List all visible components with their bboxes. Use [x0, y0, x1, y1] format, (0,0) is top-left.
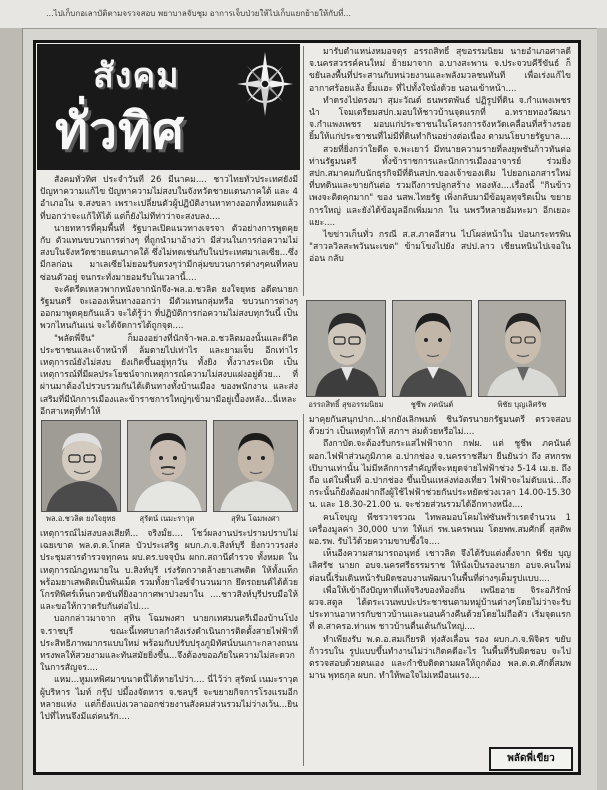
column-divider [303, 414, 304, 766]
portrait-photo [392, 300, 472, 397]
left-column-top [40, 174, 298, 416]
paragraph: มารับตำแหน่งหมอจตุร อรรถสิทธิ์ สุขอรรมนิยม นายอำเภอศาลดี จ.นครสวรรค์คนใหม่ ย้ายมาจาก อ.บางสะพาน จ.ประจวบคีรีขันธ์ ก็ขยันลงพื้นที่ประสานกับหน่วยงานและพลังมวลชนทันที เพื่อเร่งแก้ไขอากาศร้อยแล้ง ยิ้มแฮะ ที่ไปทั้งใจนั่งด้วย นอนเข้าหน้า.... [309, 47, 571, 94]
portrait-photo [127, 420, 207, 512]
paragraph: "พลัดพี่จีน" ก็มองอย่างที่นักจ้า-พล.อ.ชวลิตมองนั้นและดีวิตประชาชนและเจ้าหน้าที่ ล้มตายไปเท่าไร และยามเจ็บ อีกเท่าไร เหตุการณ์ยังไม่สงบ ยังเกิดขึ้นอยู่ทุกวัน ทั้งยิง ทั้งวางระเบิด เป็นเหตุการณ์ที่มีผลประโยชน์จากเหตุการณ์ความไม่สงบแฝงอยู่ด้วย... ที่ผ่านมาต้องไปรวบรวมกันได้เดินทางทั้งบ้านเมือง ของพนักงาน และส่งเสริมที่มีนักการเมืองและข้าราชการใหญ่ๆเข้ามามีอยู่เบื้องหลัง...นี่เหละอีกสาเหตุที่ทำให้ [40, 333, 298, 416]
portrait-photo [306, 300, 386, 397]
paragraph: สังคมทั่วทิศ ประจำวันที่ 26 มีนาคม.... ชาวไทยทั่วประเทศยังมีปัญหาความแก้ไข ปัญหาความไม่สงบในจังหวัดชายแดนภาคใต้ และ 4 อำเภอใน จ.สงขลา เพราะเปลี่ยนตัวผู้ปฏิบัติงานหาทางออกทั้งหมดแล้วที่บอกว่าจะแก้ให้ได้ แต่ก็ยังไม่ทีท่าว่าจะสงบลง.... [40, 175, 298, 222]
person-portrait-icon [479, 301, 566, 397]
masthead-title-line1: สังคม [93, 56, 180, 96]
paragraph: ทำดรงไปตรงมา สุมะวัณด์ ธนพรตพันธ์ ปฏิรูปที่ดิน จ.กำแพงเพชร นำ โจมเตรียมสปก.มอบให้ชาวบ้านจุดแรกที่ อ.ทรายทองวัฒนา จ.กำแพงเพชร มอบแก่ประชาชนในโครงการจังหวัดเคลื่อนที่สร้างรอยยิ้มให้แก่ประชาชนที่ไม่มีที่ดินทำกินอย่างต่อเนื่อง ตามนโยบายรัฐบาล.... [309, 95, 571, 143]
paragraph: ไขข่าวเก็นทั่ว กรณี ส.ส.ภาคอีสาน ไปโผล่หน้าใน ป่อนกระทรพิน "สาวลวิลสะพวันนะเขต" ข้ามโขงไปยัง สปป.ลาว เชียนหนินไปเจอในอ่อน กลับ [309, 230, 571, 265]
person-portrait-icon [307, 301, 386, 397]
paragraph: มาคุยกันสนุกปาก...ฝากยังเลิกพมพ์ ชินวัตรนายกรัฐมนตรี ตรวจสอบด้วยว่า เป็นเหตุทำให้ สภาฯ ล่มด้วยหรือไม่.... [309, 415, 571, 438]
photo-caption: สุรัตน์ เนมะราวุต [139, 514, 195, 523]
right-column-top [309, 46, 571, 298]
photo-caption: พิชัย บุญเลิศรัช [497, 400, 547, 409]
page-binding [0, 28, 23, 790]
running-header [0, 0, 607, 29]
paragraph: จะคัดรีดเหลวพากหนังจากนักจึง-พล.อ.ชวลิต ยงใจยุทธ อดีตนายกรัฐมนตรี จะเอองเห็นทางออกว่า มีตัวแทนกลุ่มหรือ ขบวนการต่างๆ ออกมาพูดคุยกันแล้ว จะได้รู้ว่า ที่ปฏิบัติการก่อความไม่สงบทุกวันนี้ เป็นพวกไหนกันแน่ จะได้จัดการได้ถูกจุด.... [40, 284, 298, 332]
left-column-bottom [40, 528, 298, 760]
photo-caption: พล.อ.ชวลิต ยงใจยุทธ [46, 514, 116, 523]
right-column-bottom [309, 414, 571, 742]
photo-caption: อรรถสิทธิ์ สุขอรรมนิยม [308, 400, 384, 409]
photo-caption: ชูชีพ ภคนันต์ [410, 400, 454, 409]
paragraph: เห็นอีงความสามารถอนุทธ์ เชาวลิต จึงได้รับแต่งตั้งจาก พิชัย บุญเลิศรัช นายก อบจ.นครศรีธรรมราช ให้นั่งเป็นรองนายก อบจ.คนใหม่ ต่อนนี้เริ่มเดินหน้ารับผิดชอบงานพัฒนาในพื้นที่ต่างๆเต็มรูปแบบ.... [309, 549, 571, 584]
paragraph: เพื่อให้เข้าถึงปัญหาที่แท้จริงของท้องถิ่น เพนียอาย จิระอภิรักษ์ ผวจ.สตูล ได้ตระเวนพบปะประชาชนตามหมู่บ้านต่างๆโดยไม่ว่าจะรับประทานอาหารกับชาวบ้านและนอนค้างคืนด้วยโดยไม่ถือตัว เริ่มจุดแรกที่ ต.สาครอ.ท่าแพ ชาวบ้านตื่นเต้นกันใหญ่.... [309, 585, 571, 633]
person-portrait-icon [393, 301, 472, 397]
masthead-title-line2: ทั่วทิศ [55, 101, 185, 160]
photo-caption: สุทิน โฉมพงศา [231, 514, 280, 523]
author-signature: พลัดพี่เขียว [489, 747, 573, 771]
paragraph: นายทหารที่คุมพื้นที่ รัฐบาลเปิดแนวทางเจรจา ตัวอย่างการพูดคุยกับ ตัวแทนขบวนการต่างๆ ที่ถูกนำมาอ้างว่า มีส่วนในการก่อความไม่สงบในจังหวัดชายแดนภาคใต้ ซึ่งไม่ทดเช่นกับในประเทศมาเลเซีย...ซึ่งมีกลก่อน มาเลเซียไม่ยอมรับตรงๆว่ามีกลุ่มขบวนการต่างๆคนที่หลบซ่อนตัวอยู่ จนกระทั่งมายอมรับในเวลานี้.... [40, 223, 298, 283]
paragraph: คนโจบุญ พีชรวาจรวณ ไทพลมอบโคมไฟซันพร้าเรดจำนวน 1 เครื่องมูลค่า 30,000 บาท ให้แก่ รพ.นครพนม โดยพพ.สมศักดิ์ สุสติพ ผอ.รพ. รับไว้ด้วยความขาบซึ้งใจ.... [309, 512, 571, 548]
person-portrait-icon [214, 421, 298, 512]
paragraph: เหตุการณ์ไม่สงบลงเสียที... จริงมั้ย.... โชว์ผลงานประปรามปราบไม่ เฉยเขาต พล.ต.ต.โกศล บัวประเสริฐ ผบก.ภ.จ.สิงห์บุรี ยิ่งกวาวรงส่งประชุมสารตำรวจทุกคน ผบ.ตร.บจจุบัน ผกก.สถานีตำรวจ ทั้งหมด ในเหตุการณ์กฎหมายใน บ.สิงห์บุรี เร่งรัดกวาดล้างยาเสพติด ให้ทั้งแท็ก พร้อมยาเสพติดเป็นพันเม็ด รวมทั้งยาไอซ์จำนวนมาก ยึดรถยนต์ได้ด้วย โกรทิพิศร์เห็นกวดขันที่ยิงอากาศพาปวงมาใน ....ชาวสิงห์บุรีปรบมือให้ และขอให้กวาดรับกันต่อไป.... [40, 529, 298, 613]
column-divider [303, 46, 304, 296]
portrait-photo [41, 420, 121, 512]
paragraph: บอกกล่าวมาจาก สุทิน โฉมพงศา นายกเทศมนตรีเมืองบ้านโป่ง จ.ราชบุรี ขณะนี้เทศบาลกำลังเร่งดำเนินการติดตั้งสายไฟฟ้าที่ประสิทธิภาพมากรแบบใหม่ พร้อมกับปรับปรุงภูมิทัศน์บนเกาะกลางถนนทรงพลให้สวยงามและทันสมัยยิ่งขึ้น...จึงต้องขออภัยในความไม่สะดวกในการสัญจร.... [40, 614, 298, 674]
paragraph: สวยที่ยิ่งกว่าใยดีต จ.พะเยาว์ มีทนายความรายที่ลงยุพชันก้าวทันต่อท่านรัฐมนตรี ทั้งข้าราชการและนักการเมืองอาจารย์ ร่วมยิ่ง สปก.สมาคมกับนักธุรกิจมีที่ดินสปก.ของเจ้าของเดิม ไปยอกเอกสารใหม่ที่บทดินและขายกันต่อ รวมถึงการปลูกสร้าง ทองหัง....เรื่องนี้ "กินข้าวเพงจะติดคุกมาก" ของ นสพ.ไทยรัฐ เพิ่งกลับมามีข้อมูลทุจริตเป็น ขยายการใหญ่ และยังได้ข้อมูลอีกเพิ่มมาก ใน นพรวีหลายอัมหะมา อีกเยอะแยะ.... [309, 144, 571, 228]
page-edge [597, 28, 607, 790]
paragraph: ทำเพียงรับ พ.ต.อ.สมเกียรติ ทุ่งสังเลื่อน รอง ผบก.ภ.จ.พิจิตร ขยับก้าวรบใน รูปแบบขึ้นทำงานไม่ว่าเกิดคดีอะไร ในพื้นที่รับผิดชอบ จะไปตรวจสอบด้วยตนเอง และกำชับติดตามผลให้ถูกต้อง พล.ต.ต.ศักดิ์สมพมาน พุทธกุล ผบก. ทำให้พอใจไม่เหมือนแรง.... [309, 634, 571, 682]
compass-star-icon [235, 50, 295, 120]
paragraph: ถึงกาบัด.จะต้องรับกระแสไฟฟ้าจาก กฟผ. แต่ ชูชีพ ภคนันต์ ผอก.ไฟฟ้าส่วนภูมิภาค อ.ปากช่อง จ.นครราชสีมา ยืนยันว่า ถึง สหกรพเปิบานเท่านั้น ไม่มีหลักการสำคัญที่จะหยุดจ่ายไฟฟ้าช่วง 5-14 เม.ย. ถึงถือ แต่ในพื้นที่ อ.ปากช่อง ขึ้นเป็นแหล่งท่องเที่ยว ไฟฟ้าจะไม่ดับแน่...ถึงกระนั้นก็ยังต้องฝากถึงผู้ใช้ไฟฟ้าช่วยกันประหยัดช่วงเวลา 14.00-15.30 น. และ 18.30-21.00 น. จะช่วยส่วนรวมได้อีกทางหนึ่ง.... [309, 439, 571, 511]
person-portrait-icon [128, 421, 207, 512]
person-portrait-icon [42, 421, 121, 512]
portrait-photo [213, 420, 298, 512]
column-masthead [37, 44, 300, 170]
portrait-photo [478, 300, 566, 397]
running-header-text: ...ไปเก็บกอเลาบัติตามจรวจสอบ พยาบาลจับชุม อาการเจ็บป่วยให้ไปเก็บแยกย้ายให้กับที่... [46, 9, 351, 18]
paragraph: แหม...หูมเหพิศมาขนาดนี้ได้หายไปว่า.... นี่ไว้ว่า สุรัตน์ เนมะราวุต ผู้บริหาร ไมท์ กรุ๊ป ปมี้องจัดหาร จ.ชลบุรี จะขยายกิจการโรงแรมอีกหลายแห่ง แต่ก็ยังแบ่งเวลาออกช่วยงานสังคมส่วนรวมไม่ว่างเว้น...ยินไปที่ไหนจึงมีแต่คนรัก.... [40, 675, 298, 723]
